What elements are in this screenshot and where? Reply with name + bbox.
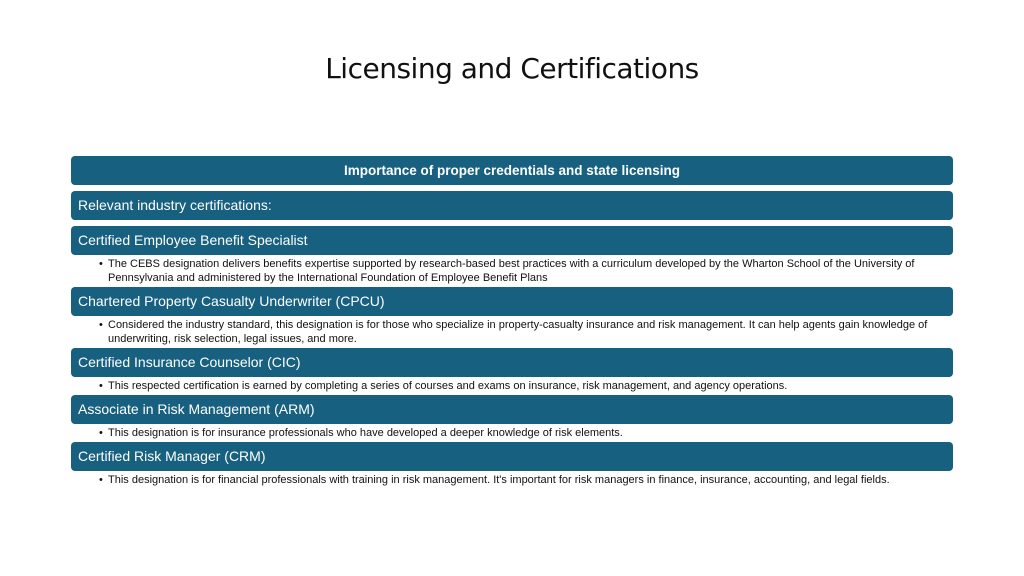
cert-list-crm [71, 471, 953, 489]
cert-bar-arm: Associate in Risk Management (ARM) [71, 395, 953, 424]
intro-bar: Relevant industry certifications: [71, 191, 953, 220]
cert-list-arm [71, 424, 953, 442]
bullet-icon: • [99, 380, 103, 392]
cert-description: The CEBS designation delivers benefits expertise supported by research-based best practices with a curriculum developed by the Wharton School of the University of Pennsylvania and administered by the International Foundation of Employee Benefit Plans [108, 258, 915, 284]
slide-content [71, 156, 953, 489]
bullet-icon: • [99, 474, 103, 486]
cert-list-cpcu [71, 316, 953, 348]
cert-bar-crm: Certified Risk Manager (CRM) [71, 442, 953, 471]
bullet-icon: • [99, 258, 103, 270]
header-bar: Importance of proper credentials and state licensing [71, 156, 953, 185]
slide-title: Licensing and Certifications [325, 52, 699, 85]
list-item [99, 473, 953, 487]
cert-description: This respected certification is earned by completing a series of courses and exams on insurance, risk management, and agency operations. [108, 380, 788, 392]
bullet-icon: • [99, 427, 103, 439]
cert-description: This designation is for financial professionals with training in risk management. It's important for risk managers in finance, insurance, accounting, and legal fields. [108, 474, 890, 486]
cert-bar-cic: Certified Insurance Counselor (CIC) [71, 348, 953, 377]
list-item [99, 318, 953, 346]
list-item [99, 426, 953, 440]
bullet-icon: • [99, 319, 103, 331]
list-item [99, 379, 953, 393]
list-item [99, 257, 953, 285]
cert-bar-cebs: Certified Employee Benefit Specialist [71, 226, 953, 255]
cert-description: This designation is for insurance professionals who have developed a deeper knowledge of risk elements. [108, 427, 623, 439]
cert-bar-cpcu: Chartered Property Casualty Underwriter (CPCU) [71, 287, 953, 316]
cert-list-cic [71, 377, 953, 395]
cert-description: Considered the industry standard, this designation is for those who specialize in property-casualty insurance and risk management. It can help agents gain knowledge of underwriting, risk selection, legal issues, and more. [108, 319, 928, 345]
cert-list-cebs [71, 255, 953, 287]
